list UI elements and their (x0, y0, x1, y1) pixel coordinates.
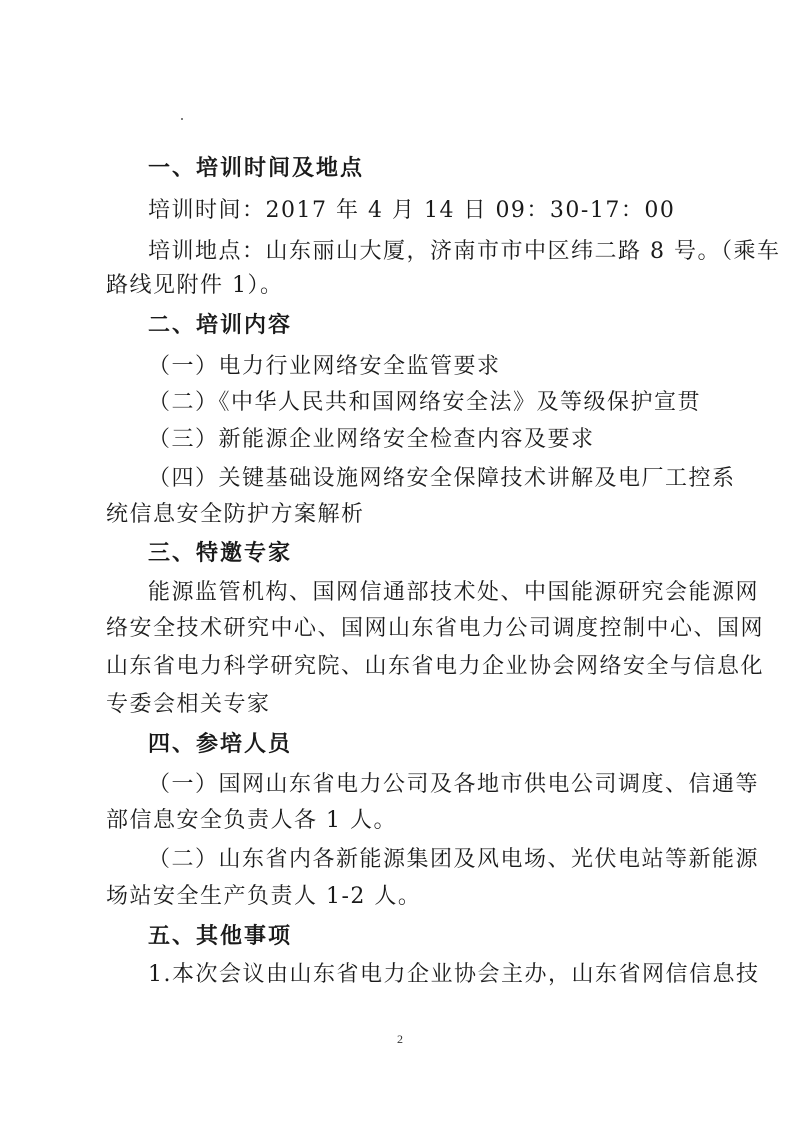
paragraph-line: 部信息安全负责人各 1 人。 (106, 808, 397, 833)
section-heading: 四、参培人员 (148, 732, 293, 757)
paragraph-line: （三）新能源企业网络安全检查内容及要求 (148, 427, 595, 452)
paragraph-line: 络安全技术研究中心、国网山东省电力公司调度控制中心、国网 (106, 616, 765, 641)
paragraph-line: 路线见附件 1）。 (106, 273, 284, 298)
paragraph-line: 场站安全生产负责人 1-2 人。 (106, 884, 422, 909)
paragraph-line: 1.本次会议由山东省电力企业协会主办，山东省网信信息技 (148, 962, 760, 987)
section-heading: 三、特邀专家 (148, 541, 293, 566)
paragraph-line: 统信息安全防护方案解析 (106, 502, 365, 527)
scan-speck (181, 118, 183, 120)
paragraph-line: （四）关键基础设施网络安全保障技术讲解及电厂工控系 (148, 466, 736, 491)
paragraph-line: （一）国网山东省电力公司及各地市供电公司调度、信通等 (148, 772, 760, 797)
paragraph-line: （二）山东省内各新能源集团及风电场、光伏电站等新能源 (148, 847, 760, 872)
paragraph-line: （二）《中华人民共和国网络安全法》及等级保护宣贯 (148, 390, 702, 415)
paragraph-line: 培训时间：2017 年 4 月 14 日 09：30-17：00 (148, 198, 676, 223)
paragraph-line: （一）电力行业网络安全监管要求 (148, 354, 501, 379)
paragraph-line: 山东省电力科学研究院、山东省电力企业协会网络安全与信息化 (106, 654, 765, 679)
section-heading: 一、培训时间及地点 (148, 156, 365, 181)
paragraph-line: 能源监管机构、国网信通部技术处、中国能源研究会能源网 (148, 580, 760, 605)
paragraph-line: 培训地点：山东丽山大厦，济南市市中区纬二路 8 号。（乘车 (148, 239, 781, 264)
section-heading: 二、培训内容 (148, 313, 293, 338)
section-heading: 五、其他事项 (148, 924, 293, 949)
paragraph-line: 专委会相关专家 (106, 692, 271, 717)
page-number: 2 (397, 1032, 403, 1046)
